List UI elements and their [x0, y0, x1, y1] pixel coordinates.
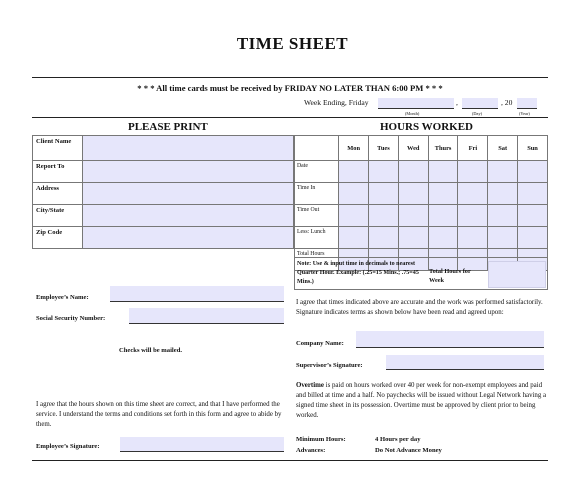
cell-time-in-sat[interactable]: [488, 183, 518, 205]
report-to-label: Report To: [33, 161, 83, 183]
please-print-heading: PLEASE PRINT: [128, 121, 208, 133]
overtime-word: Overtime: [296, 382, 324, 389]
employee-agreement: I agree that the hours shown on this time sheet are correct, and that I have performed the service. I understand the terms and conditions set forth in this form and agree to abide by them.: [36, 401, 282, 428]
day-wed: Wed: [398, 136, 428, 161]
row-label-total-hours: Total Hours: [295, 249, 339, 271]
client-agreement: I agree that times indicated above are accurate and the work was performed satisfactorily. Signature indicates terms as shown below have been read and agreed upon:: [296, 299, 543, 316]
hours-worked-heading: HOURS WORKED: [380, 121, 474, 133]
advances-value: Do Not Advance Money: [375, 447, 442, 454]
cell-time-in-tues[interactable]: [369, 183, 399, 205]
cell-time-out-mon[interactable]: [339, 205, 369, 227]
cell-time-in-fri[interactable]: [458, 183, 488, 205]
cell-lunch-mon[interactable]: [339, 227, 369, 249]
month-caption: (Month): [405, 111, 420, 116]
company-name-field[interactable]: [356, 331, 544, 348]
week-ending-year-prefix: , 20: [501, 98, 513, 107]
hours-table: [294, 135, 548, 271]
supervisor-signature-label: Supervisor’s Signature:: [296, 362, 363, 369]
row-label-less-lunch: Less: Lunch: [295, 227, 339, 249]
week-ending-label: Week Ending, Friday: [304, 98, 369, 107]
week-ending-year-field[interactable]: [517, 98, 537, 109]
row-date: [295, 161, 548, 183]
total-hours-week-label: Total Hours for Week: [429, 268, 471, 284]
overtime-text: is paid on hours worked over 40 per week for non-exempt employees and paid and billed at time and a half. No paychecks will be issued without Legal Network having a signed time sheet in its possession. Overtime must be approved by client prior to being worked.: [296, 382, 547, 419]
cell-time-in-wed[interactable]: [398, 183, 428, 205]
cell-time-out-sat[interactable]: [488, 205, 518, 227]
cell-date-mon[interactable]: [339, 161, 369, 183]
employee-signature-field[interactable]: [120, 437, 284, 452]
bottom-rule: [32, 460, 548, 461]
cell-time-out-fri[interactable]: [458, 205, 488, 227]
row-label-time-in: Time In: [295, 183, 339, 205]
report-to-field[interactable]: [83, 161, 294, 183]
city-state-label: City/State: [33, 205, 83, 227]
day-caption: (Day): [472, 111, 483, 116]
ssn-label: Social Security Number:: [36, 315, 106, 322]
cell-lunch-fri[interactable]: [458, 227, 488, 249]
cell-time-out-tues[interactable]: [369, 205, 399, 227]
section-rule: [32, 117, 548, 118]
day-thurs: Thurs: [428, 136, 458, 161]
cell-date-wed[interactable]: [398, 161, 428, 183]
client-info-table: [32, 135, 294, 249]
day-tues: Tues: [369, 136, 399, 161]
employee-name-field[interactable]: [110, 286, 284, 302]
cell-date-fri[interactable]: [458, 161, 488, 183]
cell-lunch-sun[interactable]: [518, 227, 548, 249]
row-label-time-out: Time Out: [295, 205, 339, 227]
employee-signature-label: Employee’s Signature:: [36, 443, 100, 450]
cell-date-sat[interactable]: [488, 161, 518, 183]
row-label-date: Date: [295, 161, 339, 183]
cell-lunch-wed[interactable]: [398, 227, 428, 249]
total-hours-week-field[interactable]: [488, 261, 546, 288]
cell-lunch-sat[interactable]: [488, 227, 518, 249]
ssn-field[interactable]: [129, 308, 284, 324]
day-mon: Mon: [339, 136, 369, 161]
week-ending-day-field[interactable]: [462, 98, 498, 109]
overtime-policy: [296, 381, 550, 421]
cell-time-out-wed[interactable]: [398, 205, 428, 227]
cell-lunch-thurs[interactable]: [428, 227, 458, 249]
city-state-field[interactable]: [83, 205, 294, 227]
zip-code-field[interactable]: [83, 227, 294, 249]
address-field[interactable]: [83, 183, 294, 205]
client-name-label: Client Name: [33, 136, 83, 161]
day-fri: Fri: [458, 136, 488, 161]
row-less-lunch: [295, 227, 548, 249]
address-label: Address: [33, 183, 83, 205]
hours-corner: [295, 136, 339, 161]
top-rule: [32, 77, 548, 78]
cell-time-out-thurs[interactable]: [428, 205, 458, 227]
row-time-out: [295, 205, 548, 227]
year-caption: (Year): [519, 111, 530, 116]
page-title: TIME SHEET: [236, 34, 349, 53]
decimal-note: Note: Use & input time in decimals to nearest Quarter Hour. Example: (.25=15 Mins.; .75=45 Mins.): [297, 261, 419, 285]
advances-label: Advances:: [296, 447, 326, 454]
cell-time-in-sun[interactable]: [518, 183, 548, 205]
week-ending-comma: ,: [456, 98, 458, 107]
cell-time-in-mon[interactable]: [339, 183, 369, 205]
day-sun: Sun: [518, 136, 548, 161]
employee-name-label: Employee’s Name:: [36, 294, 89, 301]
supervisor-signature-field[interactable]: [386, 355, 544, 370]
week-ending-month-field[interactable]: [378, 98, 454, 109]
minimum-hours-value: 4 Hours per day: [375, 436, 421, 443]
cell-date-sun[interactable]: [518, 161, 548, 183]
cell-date-tues[interactable]: [369, 161, 399, 183]
minimum-hours-label: Minimum Hours:: [296, 436, 346, 443]
company-name-label: Company Name:: [296, 340, 344, 347]
submission-notice: * * * All time cards must be received by FRIDAY NO LATER THAN 6:00 PM * * *: [137, 83, 443, 93]
cell-date-thurs[interactable]: [428, 161, 458, 183]
cell-time-out-sun[interactable]: [518, 205, 548, 227]
cell-lunch-tues[interactable]: [369, 227, 399, 249]
row-time-in: [295, 183, 548, 205]
checks-mailed: Checks will be mailed.: [119, 347, 183, 354]
day-sat: Sat: [488, 136, 518, 161]
zip-code-label: Zip Code: [33, 227, 83, 249]
client-name-field[interactable]: [83, 136, 294, 161]
cell-time-in-thurs[interactable]: [428, 183, 458, 205]
